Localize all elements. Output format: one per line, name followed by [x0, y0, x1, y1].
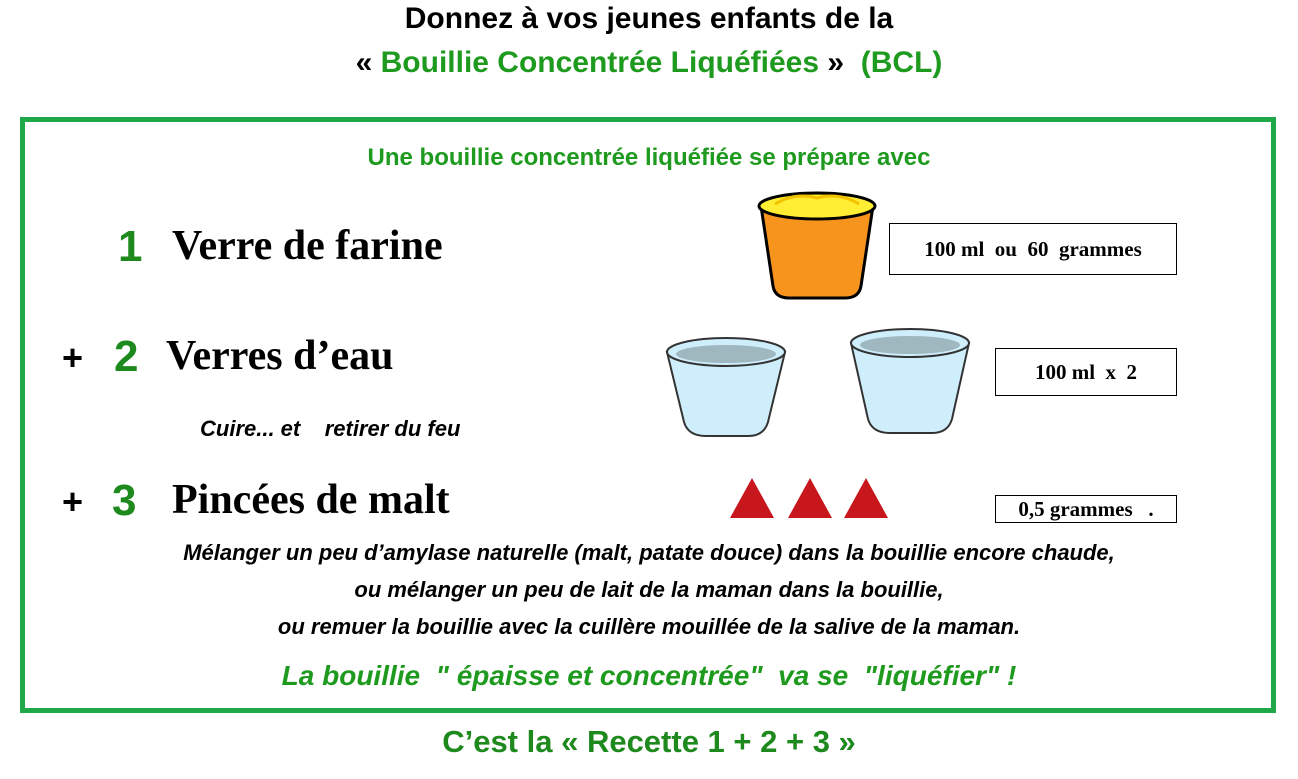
step-1-quantity-box: 100 ml ou 60 grammes: [889, 223, 1177, 275]
step-1-label: Verre de farine: [172, 223, 443, 269]
step-3-plus-sign: +: [62, 481, 84, 522]
heading-line-2: [0, 46, 1298, 80]
water-glass-icon: [664, 334, 788, 440]
red-triangle-icon: [844, 478, 888, 518]
instruction-line-2: ou mélanger un peu de lait de la maman dans la bouillie,: [354, 577, 944, 602]
heading-line-1: Donnez à vos jeunes enfants de la: [404, 2, 894, 35]
quote-open: «: [355, 46, 381, 79]
step-3-number: 3: [112, 476, 137, 525]
quote-close: »: [819, 46, 861, 79]
step-3-quantity-box: 0,5 grammes .: [995, 495, 1177, 523]
orange-cup-icon: [755, 190, 880, 302]
cook-note: Cuire... et retirer du feu: [200, 416, 461, 441]
step-1-number: 1: [118, 222, 143, 271]
water-glass-icon: [848, 325, 972, 437]
recipe-footer: C’est la « Recette 1 + 2 + 3 »: [442, 724, 856, 759]
step-3-label: Pincées de malt: [172, 477, 450, 523]
instruction-line-1: Mélanger un peu d’amylase naturelle (malt, patate douce) dans la bouillie encore chaude,: [183, 540, 1115, 565]
red-triangle-icon: [788, 478, 832, 518]
step-2-plus-sign: +: [62, 337, 84, 378]
step-2-quantity-box: 100 ml x 2: [995, 348, 1177, 396]
panel-subtitle: Une bouillie concentrée liquéfiée se prépare avec: [367, 144, 931, 171]
red-triangle-icon: [730, 478, 774, 518]
conclusion-text: La bouillie " épaisse et concentrée" va se "liquéfier" !: [281, 660, 1017, 691]
product-abbreviation: (BCL): [860, 46, 943, 79]
product-name: Bouillie Concentrée Liquéfiées: [380, 46, 820, 79]
step-2-number: 2: [114, 332, 139, 381]
step-2-label: Verres d’eau: [166, 333, 394, 379]
instruction-line-3: ou remuer la bouillie avec la cuillère mouillée de la salive de la maman.: [277, 614, 1021, 639]
